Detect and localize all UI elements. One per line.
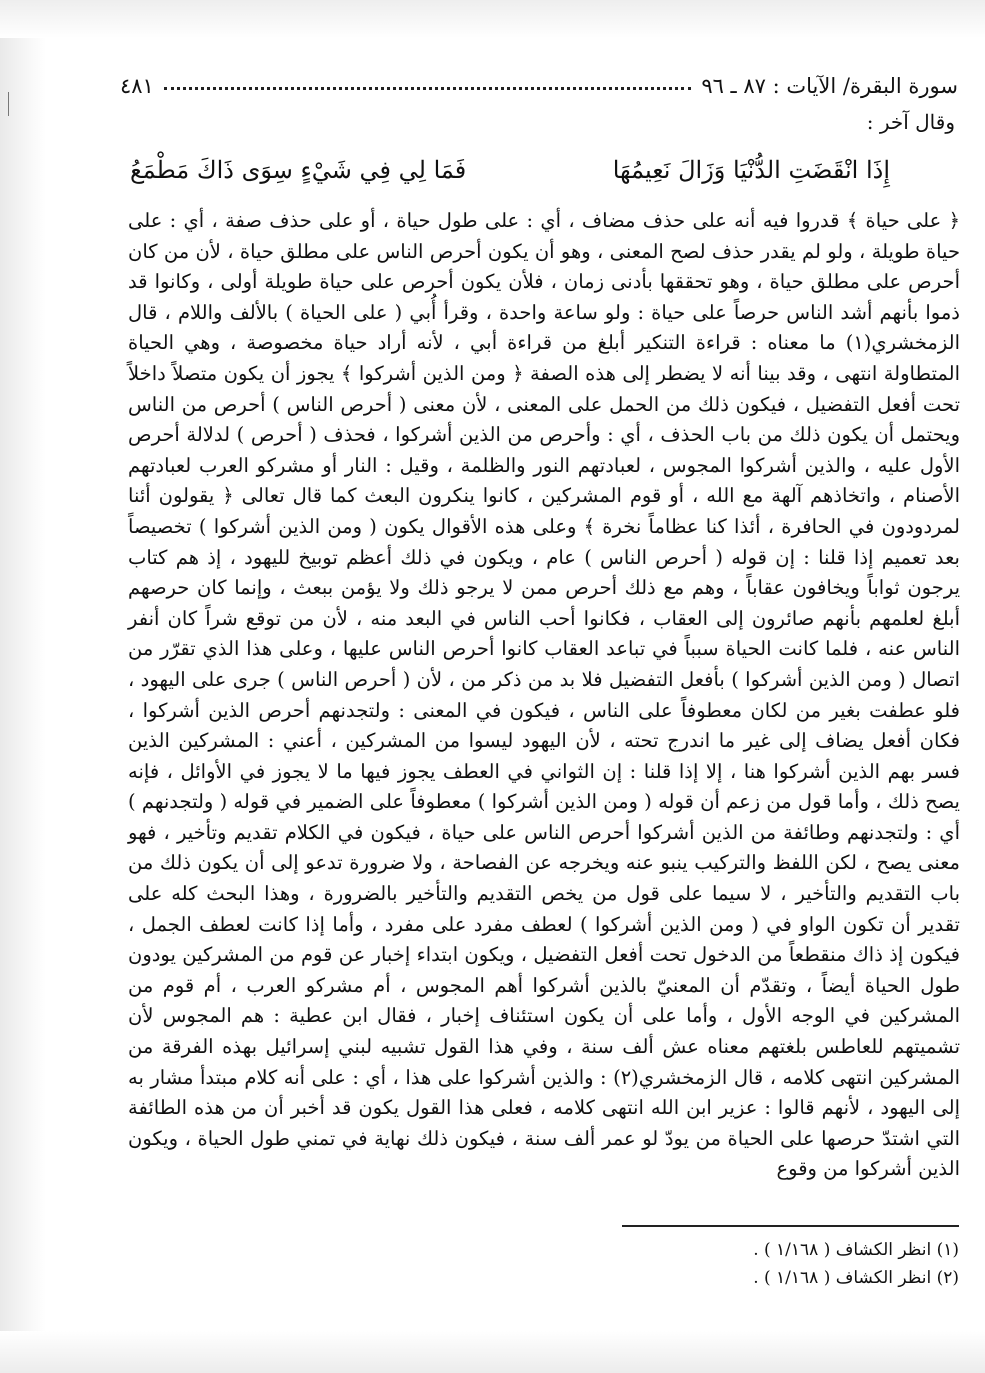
margin-mark <box>8 92 9 116</box>
footnote-separator <box>622 1225 959 1227</box>
verse-first-hemistich: إِذَا انْقَضَتِ الدُّنْيَا وَزَالَ نَعِيمُهَا <box>612 156 890 184</box>
main-paragraph: ﴿ على حياة ﴾ قدروا فيه أنه على حذف مضاف ، أي : على طول حياة ، أو على حذف صفة ، أي : على حياة طويلة ، ولو لم يقدر حذف لصح المعنى ، وهو أن يكون أحرص الناس على مطلق حياة ، لأن من كان أحرص على مطلق حياة ، وهو تحققها بأدنى زمان ، فلأن يكون أحرص على حياة طويلة أولى ، وكانوا قد ذموا بأنهم أشد الناس حرصاً على حياة : ولو ساعة واحدة ، وقرأ أُبي ( على الحياة ) بالألف واللام ، قال الزمخشري(١) ما معناه : قراءة التنكير أبلغ من قراءة أبي ، لأنه أراد حياة مخصوصة ، وهي الحياة المتطاولة انتهى ، وقد بينا أنه لا يضطر إلى هذه الصفة ﴿ ومن الذين أشركوا ﴾ يجوز أن يكون متصلاً داخلاً تحت أفعل التفضيل ، فيكون ذلك من الحمل على المعنى ، لأن معنى ( أحرص الناس ) أحرص من الناس ويحتمل أن يكون ذلك من باب الحذف ، أي : وأحرص من الذين أشركوا ، فحذف ( أحرص ) لدلالة أحرص الأول عليه ، والذين أشركوا المجوس ، لعبادتهم النور والظلمة ، وقيل : النار أو مشركو العرب لعبادتهم الأصنام ، واتخاذهم آلهة مع الله ، أو قوم المشركين ، كانوا ينكرون البعث كما قال تعالى ﴿ يقولون أئنا لمردودون في الحافرة ، أئذا كنا عظاماً نخرة ﴾ وعلى هذه الأقوال يكون ( ومن الذين أشركوا ) تخصيصاً بعد تعميم إذا قلنا : إن قوله ( أحرص الناس ) عام ، ويكون في ذلك أعظم توبيخ لليهود ، إذ هم كتاب يرجون ثواباً ويخافون عقاباً ، وهم مع ذلك أحرص ممن لا يرجو ذلك ولا يؤمن ببعث ، وإنما كان حرصهم أبلغ لعلمهم بأنهم صائرون إلى العقاب ، فكانوا أحب الناس في البعد منه ، لأن من توقع شراً كان أنفر الناس عنه ، فلما كانت الحياة سبباً في تباعد العقاب كانوا أحرص الناس عليها ، وعلى هذا الذي تقرّر من اتصال ( ومن الذين أشركوا ) بأفعل التفضيل فلا بد من ذكر من ، لأن ( أحرص الناس ) جرى على اليهود ، فلو عطفت بغير من لكان معطوفاً على الناس ، فيكون في المعنى : ولتجدنهم أحرص الذين أشركوا ، فكان أفعل يضاف إلى غير ما اندرج تحته ، لأن اليهود ليسوا من المشركين ، أعني : المشركين الذين فسر بهم الذين أشركوا هنا ، إلا إذا قلنا : إن الثواني في العطف يجوز فيها ما لا يجوز في الأوائل ، فإنه يصح ذلك ، وأما قول من زعم أن قوله ( ومن الذين أشركوا ) معطوفاً على الضمير في قوله ( ولتجدنهم ) أي : ولتجدنهم وطائفة من الذين أشركوا أحرص الناس على حياة ، فيكون في الكلام تقديم وتأخير ، فهو معنى يصح ، لكن اللفظ والتركيب ينبو عنه ويخرجه عن الفصاحة ، ولا ضرورة تدعو إلى أن يكون ذلك من باب التقديم والتأخير ، لا سيما على قول من يخص التقديم والتأخير بالضرورة ، وهذا البحث كله على تقدير أن تكون الواو في ( ومن الذين أشركوا ) لعطف مفرد على مفرد ، وأما إذا كانت لعطف الجمل ، فيكون إذ ذاك منقطعاً من الدخول تحت أفعل التفضيل ، ويكون ابتداء إخبار عن قوم من المشركين يودون طول الحياة أيضاً ، وتقدّم أن المعنيّ بالذين أشركوا أهم المجوس ، أم مشركو العرب ، أم قوم من المشركين في الوجه الأول ، وأما على أن يكون استئناف إخبار ، فقال ابن عطية : هم المجوس لأن تشميتهم للعاطس بلغتهم معناه عش ألف سنة ، وفي هذا القول تشبيه لبني إسرائيل بهذه الفرقة من المشركين انتهى كلامه ، قال الزمخشري(٢) : والذين أشركوا على هذا ، أي : على أنه كلام مبتدأ مشار به إلى اليهود ، لأنهم قالوا : عزير ابن الله انتهى كلامه ، فعلى هذا القول يكون قد أخبر أن من هذه الطائفة التي اشتدّ حرصها على الحياة من يودّ لو عمر ألف سنة ، فيكون ذلك نهاية في تمني طول الحياة ، ويكون الذين أشركوا من وقوع <box>128 209 961 1181</box>
verse-second-hemistich: فَمَا لِي فِي شَيْءٍ سِوَى ذَاكَ مَطْمَعُ <box>130 156 467 184</box>
running-header <box>120 66 958 106</box>
header-dot-leader <box>164 87 691 90</box>
footnote-1: (١) انظر الكشاف ( ١/١٦٨ ) . <box>753 1240 959 1260</box>
scan-shadow-left <box>0 0 46 1373</box>
verse-intro: وقال آخر : <box>866 110 955 134</box>
footnote-2: (٢) انظر الكشاف ( ١/١٦٨ ) . <box>753 1268 959 1288</box>
footnotes <box>753 1236 959 1292</box>
header-title: سورة البقرة/ الآيات : ٨٧ ـ ٩٦ <box>701 74 958 98</box>
poetry-verse <box>130 144 890 196</box>
scan-shadow-bottom <box>0 1331 985 1373</box>
main-text-block <box>128 206 960 1185</box>
scan-shadow-top <box>0 0 985 38</box>
page-number: ٤٨١ <box>120 74 154 98</box>
